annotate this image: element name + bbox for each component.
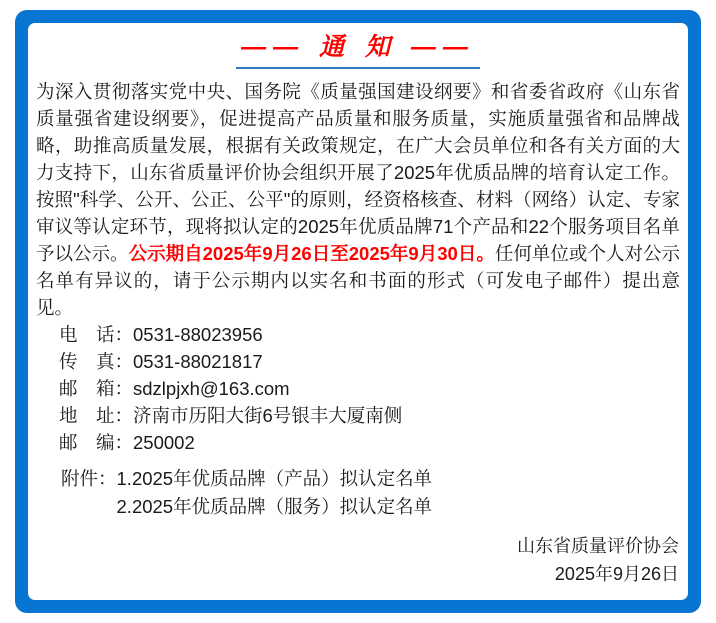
contact-row-email	[59, 375, 683, 402]
contact-row-postcode	[59, 429, 683, 456]
notice-sheet	[28, 23, 688, 600]
address-label: 地 址：	[59, 405, 134, 426]
address-value: 济南市历阳大街6号银丰大厦南侧	[133, 405, 403, 426]
signature-block	[517, 532, 679, 588]
email-label: 邮 箱：	[59, 378, 134, 399]
blue-border-frame	[15, 10, 701, 613]
attachment-item-1: 1.2025年优质品牌（产品）拟认定名单	[116, 468, 433, 489]
attachment-item-2: 2.2025年优质品牌（服务）拟认定名单	[116, 495, 433, 517]
signature-org: 山东省质量评价协会	[517, 536, 679, 556]
email-value: sdzlpjxh@163.com	[133, 378, 290, 399]
signature-date: 2025年9月26日	[554, 564, 679, 584]
fax-label: 传 真：	[59, 351, 134, 372]
body-text-after: 任何单位或个人对公示名单有异议的，请于公示期内以实名和书面的形式（可发电子邮件）提出意见。	[36, 243, 680, 318]
attachments-block	[61, 465, 683, 520]
notice-title: —— 通 知 ——	[241, 33, 475, 61]
postcode-value: 250002	[133, 432, 195, 453]
title-underline	[236, 67, 480, 69]
contact-row-address	[59, 402, 683, 429]
contact-info	[59, 321, 683, 456]
phone-label: 电 话：	[59, 324, 134, 345]
postcode-label: 邮 编：	[59, 432, 134, 453]
publicity-period-highlight: 公示期自2025年9月26日至2025年9月30日。	[128, 243, 495, 264]
fax-value: 0531-88021817	[133, 351, 263, 372]
attachments-label: 附件：	[61, 468, 117, 489]
contact-row-phone	[59, 321, 683, 348]
phone-value: 0531-88023956	[133, 324, 263, 345]
attachments-list	[117, 465, 433, 520]
body-text-before: 为深入贯彻落实党中央、国务院《质量强国建设纲要》和省委省政府《山东省质量强省建设纲要》，促进提高产品质量和服务质量，实施质量强省和品牌战略，助推高质量发展，根据有关政策规定，在广大会员单位和各有关方面的大力支持下，山东省质量评价协会组织开展了2025年优质品牌的培育认定工作。按照"科学、公开、公正、公平"的原则，经资格核查、材料（网络）认定、专家审议等认定环节，现将拟认定的2025年优质品牌71个产品和22个服务项目名单予以公示。	[36, 81, 680, 264]
notice-body	[33, 78, 683, 321]
contact-row-fax	[59, 348, 683, 375]
